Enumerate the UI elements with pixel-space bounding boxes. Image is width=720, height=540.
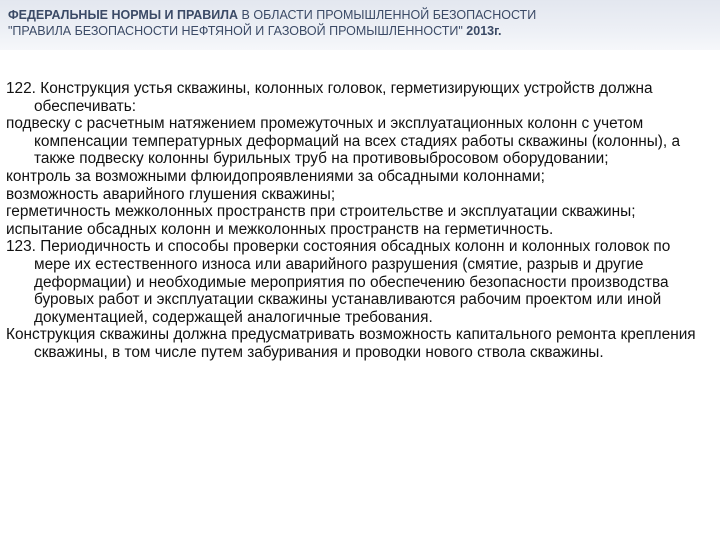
slide-header — [8, 7, 712, 39]
header-subtitle: "ПРАВИЛА БЕЗОПАСНОСТИ НЕФТЯНОЙ И ГАЗОВОЙ ПРОМЫШЛЕННОСТИ" — [8, 24, 463, 38]
header-title-line — [8, 7, 712, 23]
paragraph-122: 122. Конструкция устья скважины, колонных головок, герметизирующих устройств должна обеспечивать: — [6, 80, 653, 115]
header-title-rest: В ОБЛАСТИ ПРОМЫШЛЕННОЙ БЕЗОПАСНОСТИ — [238, 8, 537, 22]
header-subtitle-line — [8, 23, 712, 39]
paragraph-suspension: подвеску с расчетным натяжением промежуточных и эксплуатационных колонн с учетом компенсации температурных деформаций на всех стадиях работы скважины (колонны), а также подвеску колонны бурильных труб на противовыбросовом оборудовании; — [6, 115, 681, 168]
paragraph-annulus-tightness: герметичность межколонных пространств при строительстве и эксплуатации скважины; — [6, 203, 636, 221]
paragraph-fluid-control: контроль за возможными флюидопроявлениями за обсадными колоннами; — [6, 167, 545, 185]
header-year: 2013г. — [462, 24, 502, 38]
slide-body — [6, 80, 706, 362]
paragraph-pressure-testing: испытание обсадных колонн и межколонных пространств на герметичность. — [6, 220, 554, 238]
header-title-bold: ФЕДЕРАЛЬНЫЕ НОРМЫ И ПРАВИЛА — [8, 8, 239, 22]
paragraph-123: 123. Периодичность и способы проверки состояния обсадных колонн и колонных головок по мере их естественного износа или аварийного разрушения (смятие, разрыв и другие деформации) и необходимые мероприятия по обеспечению безопасности производства буровых работ и эксплуатации скважины устанавливаются рабочим проектом или иной документацией, содержащей аналогичные требования. — [6, 238, 671, 326]
paragraph-emergency-kill: возможность аварийного глушения скважины; — [6, 185, 336, 203]
paragraph-well-design: Конструкция скважины должна предусматривать возможность капитального ремонта крепления скважины, в том числе путем забуривания и проводки нового ствола скважины. — [6, 326, 696, 361]
